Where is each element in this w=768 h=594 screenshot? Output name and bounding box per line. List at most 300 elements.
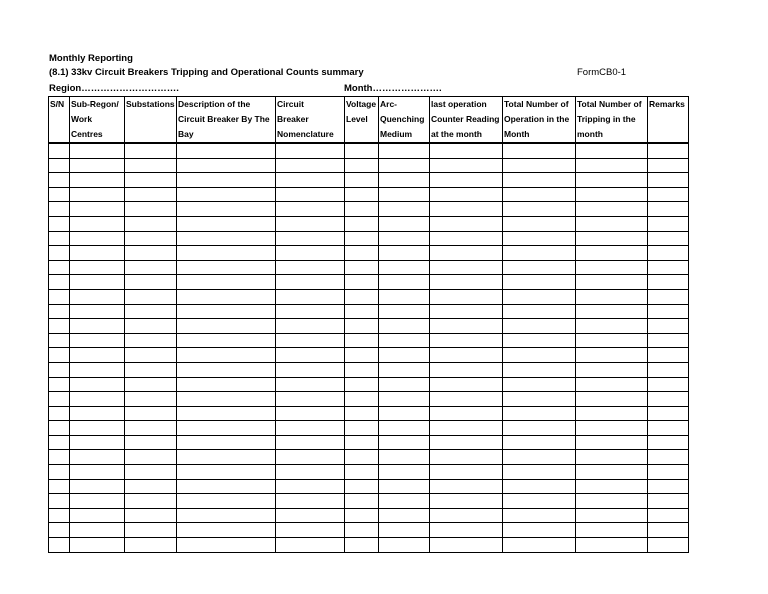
table-cell-sub-region <box>70 450 125 465</box>
table-cell-arc-quenching <box>379 450 430 465</box>
table-cell-nomenclature <box>276 216 345 231</box>
table-cell-sn <box>49 538 70 553</box>
table-cell-total-tripping <box>576 450 648 465</box>
table-cell-substations <box>125 523 177 538</box>
table-cell-nomenclature <box>276 362 345 377</box>
table-cell-total-tripping <box>576 392 648 407</box>
table-cell-arc-quenching <box>379 435 430 450</box>
table-cell-total-tripping <box>576 479 648 494</box>
table-row <box>49 202 689 217</box>
table-cell-voltage <box>345 406 379 421</box>
table-cell-sn <box>49 202 70 217</box>
table-cell-description <box>177 231 276 246</box>
table-cell-remarks <box>648 187 689 202</box>
table-cell-total-tripping <box>576 348 648 363</box>
table-cell-total-operation <box>503 479 576 494</box>
table-cell-remarks <box>648 435 689 450</box>
table-cell-nomenclature <box>276 319 345 334</box>
table-cell-nomenclature <box>276 508 345 523</box>
table-cell-sub-region <box>70 479 125 494</box>
table-cell-total-operation <box>503 289 576 304</box>
table-cell-last-operation <box>430 289 503 304</box>
table-row <box>49 304 689 319</box>
table-cell-remarks <box>648 158 689 173</box>
table-cell-arc-quenching <box>379 260 430 275</box>
table-cell-substations <box>125 173 177 188</box>
table-cell-total-tripping <box>576 406 648 421</box>
table-cell-total-tripping <box>576 523 648 538</box>
table-cell-voltage <box>345 202 379 217</box>
table-cell-substations <box>125 377 177 392</box>
table-cell-total-operation <box>503 523 576 538</box>
table-cell-voltage <box>345 348 379 363</box>
table-cell-remarks <box>648 275 689 290</box>
table-row <box>49 435 689 450</box>
table-cell-description <box>177 319 276 334</box>
form-code: FormCB0-1 <box>577 67 627 78</box>
column-header-sn: S/N <box>49 97 70 144</box>
report-table <box>48 96 689 553</box>
table-cell-sn <box>49 231 70 246</box>
table-cell-arc-quenching <box>379 202 430 217</box>
table-cell-remarks <box>648 173 689 188</box>
table-cell-substations <box>125 216 177 231</box>
table-cell-arc-quenching <box>379 289 430 304</box>
table-cell-last-operation <box>430 479 503 494</box>
table-cell-last-operation <box>430 158 503 173</box>
table-cell-sub-region <box>70 275 125 290</box>
table-cell-total-operation <box>503 377 576 392</box>
table-row <box>49 538 689 553</box>
column-header-remarks: Remarks <box>648 97 689 144</box>
table-cell-arc-quenching <box>379 275 430 290</box>
column-header-description: Description of the Circuit Breaker By The Bay <box>177 97 276 144</box>
table-cell-voltage <box>345 275 379 290</box>
table-cell-total-tripping <box>576 421 648 436</box>
table-cell-sub-region <box>70 319 125 334</box>
table-row <box>49 231 689 246</box>
table-cell-total-operation <box>503 187 576 202</box>
table-cell-nomenclature <box>276 465 345 480</box>
table-cell-substations <box>125 406 177 421</box>
table-cell-arc-quenching <box>379 246 430 261</box>
table-row <box>49 187 689 202</box>
table-row <box>49 216 689 231</box>
table-cell-total-operation <box>503 406 576 421</box>
table-cell-nomenclature <box>276 246 345 261</box>
table-cell-voltage <box>345 377 379 392</box>
table-cell-nomenclature <box>276 479 345 494</box>
table-cell-last-operation <box>430 187 503 202</box>
table-cell-total-tripping <box>576 202 648 217</box>
table-cell-sub-region <box>70 246 125 261</box>
table-cell-remarks <box>648 465 689 480</box>
table-cell-remarks <box>648 392 689 407</box>
table-cell-last-operation <box>430 392 503 407</box>
table-cell-total-tripping <box>576 508 648 523</box>
table-cell-total-operation <box>503 246 576 261</box>
table-cell-sn <box>49 143 70 158</box>
table-cell-sn <box>49 508 70 523</box>
column-header-nomenclature: Circuit Breaker Nomenclature <box>276 97 345 144</box>
table-cell-sub-region <box>70 348 125 363</box>
table-cell-substations <box>125 333 177 348</box>
table-cell-voltage <box>345 158 379 173</box>
table-cell-arc-quenching <box>379 333 430 348</box>
table-cell-description <box>177 333 276 348</box>
table-cell-arc-quenching <box>379 406 430 421</box>
table-cell-sn <box>49 348 70 363</box>
table-cell-last-operation <box>430 421 503 436</box>
table-cell-nomenclature <box>276 173 345 188</box>
table-cell-total-operation <box>503 143 576 158</box>
table-cell-total-tripping <box>576 465 648 480</box>
table-cell-sn <box>49 406 70 421</box>
table-cell-description <box>177 465 276 480</box>
table-cell-total-operation <box>503 333 576 348</box>
table-cell-sn <box>49 333 70 348</box>
table-cell-description <box>177 158 276 173</box>
table-cell-remarks <box>648 260 689 275</box>
table-cell-nomenclature <box>276 392 345 407</box>
table-cell-nomenclature <box>276 348 345 363</box>
table-cell-description <box>177 392 276 407</box>
table-cell-substations <box>125 538 177 553</box>
table-cell-sub-region <box>70 392 125 407</box>
table-cell-voltage <box>345 538 379 553</box>
table-cell-sub-region <box>70 523 125 538</box>
table-body <box>49 143 689 552</box>
table-cell-nomenclature <box>276 538 345 553</box>
table-cell-last-operation <box>430 508 503 523</box>
table-cell-sub-region <box>70 435 125 450</box>
table-cell-last-operation <box>430 406 503 421</box>
table-cell-remarks <box>648 494 689 509</box>
table-cell-description <box>177 260 276 275</box>
table-cell-last-operation <box>430 216 503 231</box>
table-cell-sub-region <box>70 260 125 275</box>
table-row <box>49 348 689 363</box>
table-cell-total-tripping <box>576 173 648 188</box>
table-cell-substations <box>125 450 177 465</box>
table-cell-description <box>177 435 276 450</box>
table-cell-voltage <box>345 435 379 450</box>
table-cell-substations <box>125 348 177 363</box>
table-cell-description <box>177 173 276 188</box>
table-row <box>49 275 689 290</box>
table-cell-sn <box>49 187 70 202</box>
table-cell-sub-region <box>70 173 125 188</box>
table-cell-substations <box>125 202 177 217</box>
table-cell-sub-region <box>70 202 125 217</box>
table-cell-nomenclature <box>276 304 345 319</box>
table-cell-sub-region <box>70 333 125 348</box>
table-cell-total-tripping <box>576 362 648 377</box>
table-cell-remarks <box>648 421 689 436</box>
table-cell-last-operation <box>430 450 503 465</box>
table-row <box>49 333 689 348</box>
table-cell-last-operation <box>430 202 503 217</box>
table-cell-sn <box>49 289 70 304</box>
column-header-sub-region: Sub-Regon/ Work Centres <box>70 97 125 144</box>
table-cell-arc-quenching <box>379 377 430 392</box>
table-cell-sub-region <box>70 231 125 246</box>
table-cell-nomenclature <box>276 377 345 392</box>
table-cell-remarks <box>648 406 689 421</box>
table-cell-last-operation <box>430 348 503 363</box>
table-cell-remarks <box>648 377 689 392</box>
table-cell-total-tripping <box>576 246 648 261</box>
table-cell-last-operation <box>430 319 503 334</box>
region-field-label: Region…………………………. <box>49 83 179 94</box>
table-cell-description <box>177 304 276 319</box>
table-cell-total-operation <box>503 275 576 290</box>
table-cell-substations <box>125 465 177 480</box>
table-cell-sn <box>49 158 70 173</box>
table-cell-total-tripping <box>576 289 648 304</box>
table-cell-remarks <box>648 231 689 246</box>
table-cell-total-tripping <box>576 333 648 348</box>
table-cell-remarks <box>648 304 689 319</box>
table-row <box>49 158 689 173</box>
table-cell-voltage <box>345 523 379 538</box>
table-cell-description <box>177 377 276 392</box>
table-cell-voltage <box>345 216 379 231</box>
table-cell-sn <box>49 275 70 290</box>
table-cell-voltage <box>345 450 379 465</box>
table-cell-total-operation <box>503 465 576 480</box>
table-cell-arc-quenching <box>379 158 430 173</box>
table-cell-total-tripping <box>576 275 648 290</box>
table-cell-last-operation <box>430 377 503 392</box>
table-cell-total-operation <box>503 173 576 188</box>
table-cell-arc-quenching <box>379 231 430 246</box>
table-cell-total-tripping <box>576 538 648 553</box>
table-cell-sub-region <box>70 362 125 377</box>
table-row <box>49 173 689 188</box>
table-cell-voltage <box>345 392 379 407</box>
table-cell-total-tripping <box>576 304 648 319</box>
table-row <box>49 465 689 480</box>
table-cell-sub-region <box>70 216 125 231</box>
table-cell-description <box>177 406 276 421</box>
table-cell-nomenclature <box>276 187 345 202</box>
table-cell-voltage <box>345 479 379 494</box>
table-cell-last-operation <box>430 231 503 246</box>
table-cell-substations <box>125 421 177 436</box>
form-subtitle: (8.1) 33kv Circuit Breakers Tripping and Operational Counts summary <box>49 67 364 78</box>
table-header-row <box>49 97 689 144</box>
table-cell-last-operation <box>430 260 503 275</box>
table-cell-arc-quenching <box>379 494 430 509</box>
table-row <box>49 246 689 261</box>
column-header-arc-quenching: Arc- Quenching Medium <box>379 97 430 144</box>
table-cell-total-tripping <box>576 216 648 231</box>
table-cell-voltage <box>345 494 379 509</box>
table-cell-sn <box>49 304 70 319</box>
table-cell-remarks <box>648 246 689 261</box>
table-cell-sub-region <box>70 538 125 553</box>
table-cell-remarks <box>648 202 689 217</box>
table-cell-substations <box>125 494 177 509</box>
table-row <box>49 319 689 334</box>
table-cell-total-operation <box>503 231 576 246</box>
table-cell-last-operation <box>430 333 503 348</box>
table-cell-voltage <box>345 187 379 202</box>
table-row <box>49 523 689 538</box>
table-cell-description <box>177 508 276 523</box>
table-cell-total-operation <box>503 392 576 407</box>
table-cell-nomenclature <box>276 450 345 465</box>
column-header-total-tripping: Total Number of Tripping in the month <box>576 97 648 144</box>
table-cell-nomenclature <box>276 158 345 173</box>
table-cell-substations <box>125 392 177 407</box>
table-cell-description <box>177 143 276 158</box>
table-row <box>49 406 689 421</box>
table-cell-description <box>177 479 276 494</box>
table-cell-total-tripping <box>576 319 648 334</box>
table-cell-substations <box>125 231 177 246</box>
table-cell-last-operation <box>430 173 503 188</box>
table-cell-nomenclature <box>276 435 345 450</box>
table-cell-last-operation <box>430 362 503 377</box>
table-cell-arc-quenching <box>379 216 430 231</box>
table-row <box>49 450 689 465</box>
table-cell-total-operation <box>503 362 576 377</box>
table-cell-description <box>177 246 276 261</box>
table-cell-description <box>177 348 276 363</box>
table-cell-arc-quenching <box>379 392 430 407</box>
table-cell-arc-quenching <box>379 508 430 523</box>
table-cell-description <box>177 538 276 553</box>
table-cell-total-tripping <box>576 143 648 158</box>
table-cell-sn <box>49 494 70 509</box>
table-cell-sub-region <box>70 289 125 304</box>
table-cell-arc-quenching <box>379 538 430 553</box>
table-cell-remarks <box>648 508 689 523</box>
table-cell-nomenclature <box>276 260 345 275</box>
table-cell-voltage <box>345 260 379 275</box>
table-cell-arc-quenching <box>379 362 430 377</box>
table-cell-total-tripping <box>576 187 648 202</box>
table-cell-sub-region <box>70 421 125 436</box>
table-cell-substations <box>125 289 177 304</box>
table-cell-nomenclature <box>276 289 345 304</box>
table-cell-total-tripping <box>576 435 648 450</box>
table-cell-last-operation <box>430 246 503 261</box>
table-cell-total-operation <box>503 348 576 363</box>
table-cell-arc-quenching <box>379 319 430 334</box>
table-cell-substations <box>125 362 177 377</box>
table-cell-voltage <box>345 421 379 436</box>
table-cell-nomenclature <box>276 275 345 290</box>
table-cell-arc-quenching <box>379 523 430 538</box>
table-cell-total-operation <box>503 538 576 553</box>
table-cell-remarks <box>648 289 689 304</box>
table-cell-sub-region <box>70 158 125 173</box>
table-cell-total-operation <box>503 304 576 319</box>
table-cell-sn <box>49 216 70 231</box>
table-cell-substations <box>125 479 177 494</box>
table-cell-sn <box>49 377 70 392</box>
column-header-substations: Substations <box>125 97 177 144</box>
table-cell-nomenclature <box>276 231 345 246</box>
table-cell-sn <box>49 260 70 275</box>
table-cell-remarks <box>648 333 689 348</box>
table-cell-last-operation <box>430 465 503 480</box>
table-cell-sub-region <box>70 377 125 392</box>
table-cell-nomenclature <box>276 406 345 421</box>
table-cell-total-tripping <box>576 231 648 246</box>
table-cell-remarks <box>648 538 689 553</box>
table-cell-substations <box>125 158 177 173</box>
table-row <box>49 143 689 158</box>
table-cell-voltage <box>345 231 379 246</box>
table-cell-substations <box>125 275 177 290</box>
table-cell-total-operation <box>503 508 576 523</box>
table-cell-sub-region <box>70 494 125 509</box>
table-row <box>49 421 689 436</box>
table-cell-last-operation <box>430 275 503 290</box>
table-cell-substations <box>125 304 177 319</box>
table-cell-total-operation <box>503 202 576 217</box>
table-row <box>49 392 689 407</box>
table-cell-total-tripping <box>576 494 648 509</box>
table-cell-voltage <box>345 333 379 348</box>
table-cell-arc-quenching <box>379 173 430 188</box>
table-cell-substations <box>125 143 177 158</box>
table-cell-substations <box>125 508 177 523</box>
table-cell-nomenclature <box>276 523 345 538</box>
table-cell-voltage <box>345 246 379 261</box>
table-cell-remarks <box>648 319 689 334</box>
table-cell-description <box>177 421 276 436</box>
table-cell-last-operation <box>430 304 503 319</box>
table-cell-nomenclature <box>276 494 345 509</box>
table-cell-sn <box>49 246 70 261</box>
table-row <box>49 494 689 509</box>
column-header-voltage: Voltage Level <box>345 97 379 144</box>
table-cell-total-tripping <box>576 377 648 392</box>
table-cell-total-operation <box>503 435 576 450</box>
column-header-last-operation: last operation Counter Reading at the month <box>430 97 503 144</box>
table-cell-remarks <box>648 523 689 538</box>
table-cell-voltage <box>345 304 379 319</box>
table-cell-voltage <box>345 319 379 334</box>
table-cell-sub-region <box>70 304 125 319</box>
table-cell-substations <box>125 435 177 450</box>
table-cell-sub-region <box>70 508 125 523</box>
table-cell-sn <box>49 319 70 334</box>
table-row <box>49 508 689 523</box>
table-cell-sub-region <box>70 187 125 202</box>
table-cell-total-operation <box>503 421 576 436</box>
table-cell-last-operation <box>430 523 503 538</box>
table-cell-total-operation <box>503 216 576 231</box>
table-cell-nomenclature <box>276 143 345 158</box>
table-cell-nomenclature <box>276 421 345 436</box>
table-cell-remarks <box>648 143 689 158</box>
table-cell-voltage <box>345 173 379 188</box>
table-cell-substations <box>125 246 177 261</box>
table-cell-sn <box>49 479 70 494</box>
table-cell-sn <box>49 435 70 450</box>
table-cell-nomenclature <box>276 202 345 217</box>
table-cell-substations <box>125 319 177 334</box>
table-cell-last-operation <box>430 538 503 553</box>
table-row <box>49 377 689 392</box>
table-cell-description <box>177 289 276 304</box>
